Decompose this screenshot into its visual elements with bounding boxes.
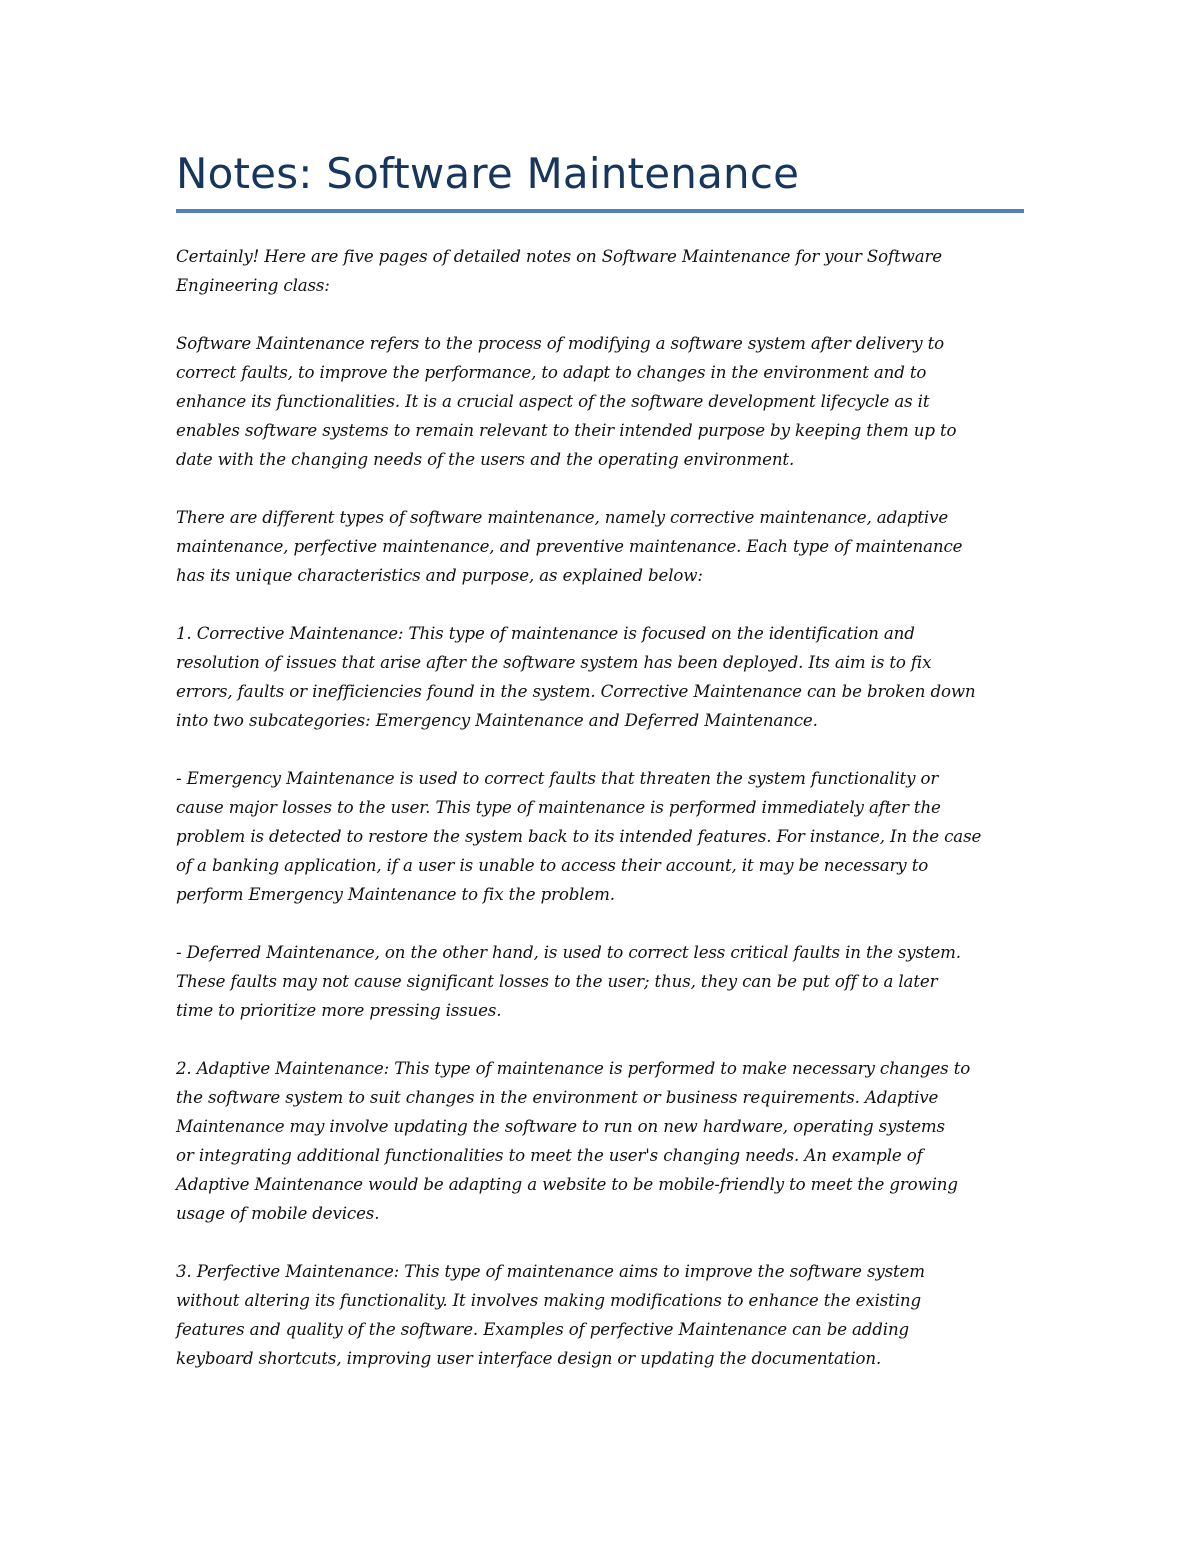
text-line: the software system to suit changes in the environment or business requirements. Adaptive	[176, 1088, 939, 1107]
document-body	[176, 242, 1036, 1402]
text-line: Adaptive Maintenance would be adapting a website to be mobile-friendly to meet the growing	[176, 1175, 958, 1194]
paragraph-perfective-maintenance	[176, 1257, 1036, 1373]
page-title: Notes: Software Maintenance	[176, 149, 800, 198]
text-line: errors, faults or inefficiencies found in the system. Corrective Maintenance can be broken down	[176, 682, 976, 701]
text-line: into two subcategories: Emergency Maintenance and Deferred Maintenance.	[176, 711, 818, 730]
text-line: features and quality of the software. Examples of perfective Maintenance can be adding	[176, 1320, 910, 1339]
text-line: or integrating additional functionalities to meet the user's changing needs. An example of	[176, 1146, 923, 1165]
text-line: - Emergency Maintenance is used to correct faults that threaten the system functionality or	[176, 769, 939, 788]
text-line: without altering its functionality. It involves making modifications to enhance the existing	[176, 1291, 921, 1310]
text-line: These faults may not cause significant losses to the user; thus, they can be put off to a later	[176, 972, 938, 991]
text-line: problem is detected to restore the system back to its intended features. For instance, In the case	[176, 827, 982, 846]
text-line: time to prioritize more pressing issues.	[176, 1001, 502, 1020]
paragraph-intro	[176, 242, 1036, 300]
text-line: There are different types of software maintenance, namely corrective maintenance, adaptive	[176, 508, 949, 527]
paragraph-types-overview	[176, 503, 1036, 590]
text-line: resolution of issues that arise after the software system has been deployed. Its aim is to fix	[176, 653, 932, 672]
text-line: usage of mobile devices.	[176, 1204, 380, 1223]
text-line: correct faults, to improve the performance, to adapt to changes in the environment and to	[176, 363, 927, 382]
text-line: Maintenance may involve updating the software to run on new hardware, operating systems	[176, 1117, 945, 1136]
text-line: Certainly! Here are five pages of detailed notes on Software Maintenance for your Software	[176, 247, 942, 266]
paragraph-definition	[176, 329, 1036, 474]
paragraph-emergency-maintenance	[176, 764, 1036, 909]
text-line: has its unique characteristics and purpose, as explained below:	[176, 566, 703, 585]
paragraph-corrective-maintenance	[176, 619, 1036, 735]
title-underline-divider	[176, 209, 1024, 213]
text-line: enables software systems to remain relevant to their intended purpose by keeping them up to	[176, 421, 957, 440]
paragraph-adaptive-maintenance	[176, 1054, 1036, 1228]
text-line: enhance its functionalities. It is a crucial aspect of the software development lifecycle as it	[176, 392, 930, 411]
text-line: date with the changing needs of the users and the operating environment.	[176, 450, 795, 469]
text-line: perform Emergency Maintenance to fix the problem.	[176, 885, 615, 904]
text-line: 2. Adaptive Maintenance: This type of maintenance is performed to make necessary changes to	[176, 1059, 971, 1078]
text-line: - Deferred Maintenance, on the other hand, is used to correct less critical faults in the system.	[176, 943, 961, 962]
text-line: keyboard shortcuts, improving user interface design or updating the documentation.	[176, 1349, 882, 1368]
text-line: Software Maintenance refers to the process of modifying a software system after delivery to	[176, 334, 945, 353]
text-line: Engineering class:	[176, 276, 330, 295]
text-line: maintenance, perfective maintenance, and preventive maintenance. Each type of maintenance	[176, 537, 963, 556]
text-line: of a banking application, if a user is unable to access their account, it may be necessary to	[176, 856, 929, 875]
text-line: 1. Corrective Maintenance: This type of maintenance is focused on the identification and	[176, 624, 915, 643]
paragraph-deferred-maintenance	[176, 938, 1036, 1025]
text-line: cause major losses to the user. This type of maintenance is performed immediately after the	[176, 798, 941, 817]
text-line: 3. Perfective Maintenance: This type of maintenance aims to improve the software system	[176, 1262, 925, 1281]
